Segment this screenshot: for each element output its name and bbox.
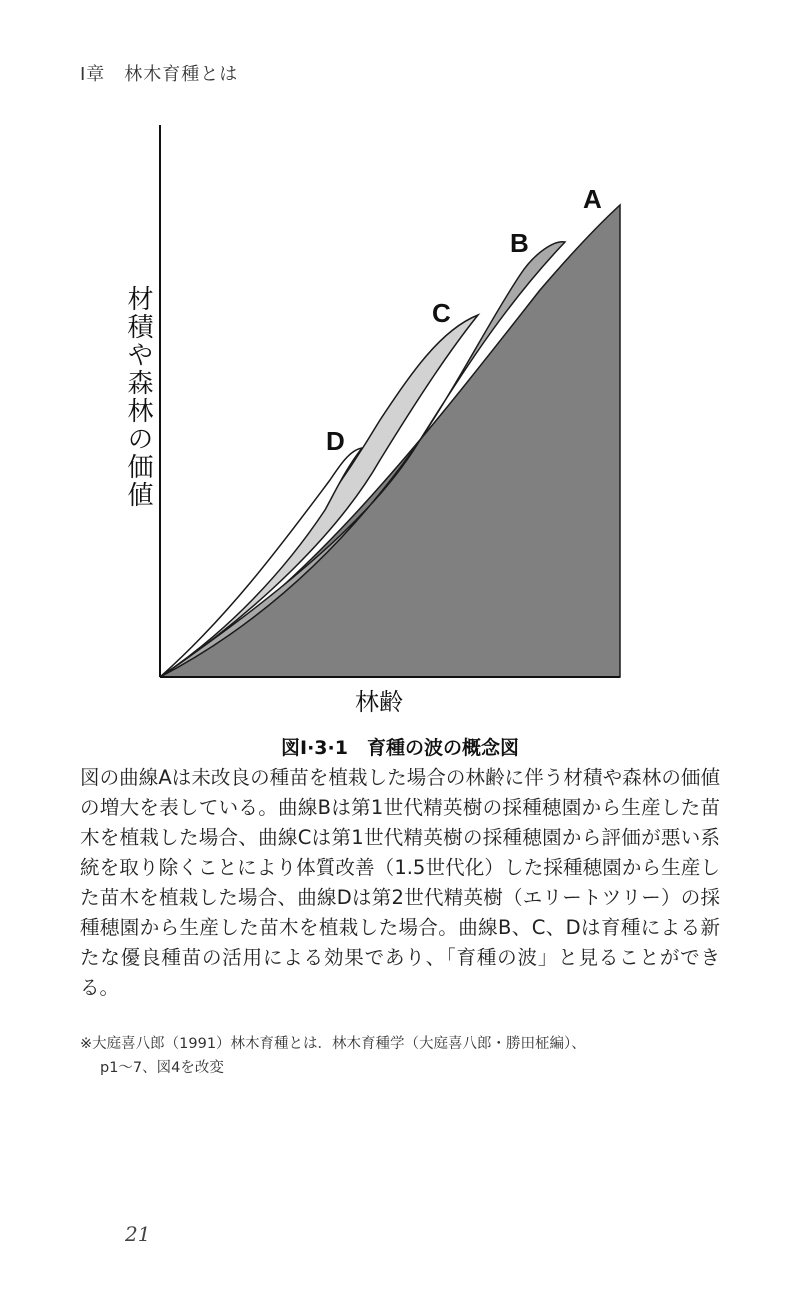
figure-caption: 図Ⅰ·3·1 育種の波の概念図: [281, 737, 519, 759]
x-axis-label: 林齢: [355, 688, 403, 716]
source-note: [80, 1032, 730, 1080]
chapter-header: Ⅰ章 林木育種とは: [80, 64, 239, 85]
curve-label-a: A: [583, 184, 602, 214]
curve-label-d: D: [326, 426, 345, 456]
curve-label-b: B: [510, 228, 529, 258]
source-note-line-1: ※大庭喜八郎（1991）林木育種とは．林木育種学（大庭喜八郎・勝田柾編）、: [80, 1036, 586, 1052]
curve-label-c: C: [432, 298, 451, 328]
source-note-line-2: p1～7、図4を改変: [100, 1060, 224, 1076]
y-axis-label: 材積や森林の価値: [123, 285, 153, 509]
page-number: 21: [125, 1222, 151, 1246]
body-paragraph: 図の曲線Aは未改良の種苗を植栽した場合の林齢に伴う材積や森林の価値の増大を表している。曲線Bは第1世代精英樹の採種穂園から生産した苗木を植栽した場合、曲線Cは第1世代精英樹の採種穂園から評価が悪い系統を取り除くことにより体質改善（1.5世代化）した採種穂園から生産した苗木を植栽した場合、曲線Dは第2世代精英樹（エリートツリー）の採種穂園から生産した苗木を植栽した場合。曲線B、C、Dは育種による新たな優良種苗の活用による効果であり、「育種の波」と見ることができる。: [80, 766, 720, 999]
